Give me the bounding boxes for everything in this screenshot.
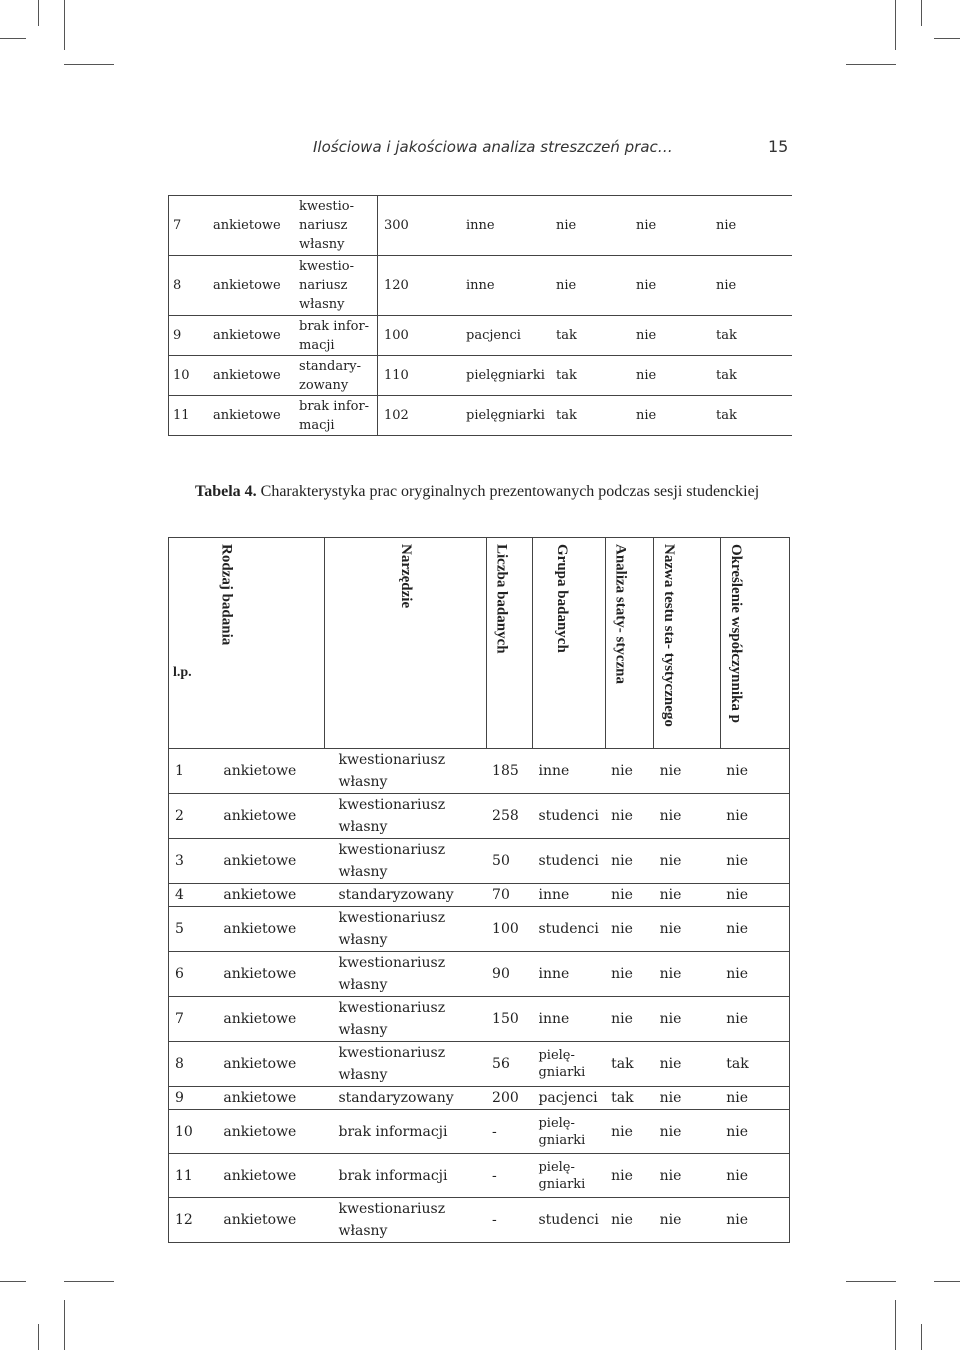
sample-size: 100 [486,907,532,952]
tool-cell [324,794,486,839]
statistical-analysis: tak [556,327,577,343]
study-type: ankietowe [209,396,295,436]
table-header-row [169,538,790,749]
tool-line: własny [338,932,388,948]
p-coefficient: nie [716,277,737,293]
crop-mark [64,0,65,50]
tool-line: własny [299,237,345,252]
study-type: ankietowe [211,794,324,839]
statistical-analysis: nie [605,749,653,794]
table-row [169,749,790,794]
tool-line: kwestionariusz [338,955,446,971]
group-cell [532,749,605,794]
sample-size: 120 [384,277,409,293]
statistical-analysis: tak [556,367,577,383]
study-group: pielęgniarki [466,407,545,423]
p-coefficient: nie [720,839,789,884]
tool-line: własny [338,977,388,993]
study-type: ankietowe [211,884,324,907]
row-number: 3 [169,839,212,884]
data-cell [378,316,793,356]
tool-cell [324,839,486,884]
statistical-analysis: nie [605,1198,653,1243]
tool-line: brak informacji [338,1167,448,1184]
table-row [169,316,793,356]
sample-size: 150 [486,997,532,1042]
row-number: 4 [169,884,212,907]
p-coefficient: nie [720,749,789,794]
group-cell [532,884,605,907]
tool-cell [295,256,378,316]
table-row [169,907,790,952]
header-p: Określenie współczynnika p [727,544,744,723]
statistical-analysis: nie [556,277,577,293]
crop-mark [895,1300,896,1350]
p-coefficient: tak [716,367,737,383]
crop-mark [38,1324,39,1350]
tool-line: własny [338,774,388,790]
tool-cell [295,316,378,356]
study-type: ankietowe [211,1198,324,1243]
tool-line: własny [338,1067,388,1083]
study-type: ankietowe [211,1042,324,1087]
caption-label: Tabela 4. [195,483,257,500]
sample-size: 258 [486,794,532,839]
tool-cell [324,1042,486,1087]
sample-size: - [486,1154,532,1198]
tool-cell [295,396,378,436]
p-coefficient: nie [720,1110,789,1154]
tool-line: zowany [299,377,349,393]
table-caption [195,481,795,503]
statistical-test: nie [654,839,721,884]
statistical-test: nie [636,277,657,293]
tool-cell [295,196,378,256]
tool-line: kwestionariusz [338,910,446,926]
sample-size: 100 [384,327,409,343]
table-row [169,1110,790,1154]
crop-mark [934,38,960,39]
group-line: studenci [538,808,599,824]
study-type: ankietowe [209,256,295,316]
crop-mark [64,64,114,65]
study-type: ankietowe [209,316,295,356]
table-row [169,1042,790,1087]
sample-size: 70 [486,884,532,907]
row-number: 6 [169,952,212,997]
table-row [169,997,790,1042]
crop-mark [0,38,26,39]
statistical-analysis: nie [605,952,653,997]
row-number: 7 [169,196,210,256]
group-line: studenci [538,853,599,869]
crop-mark [921,1324,922,1350]
tool-cell [324,1154,486,1198]
tool-line: macji [299,417,335,433]
tool-cell [324,884,486,907]
crop-mark [846,64,896,65]
table-row [169,1087,790,1110]
row-number: 8 [169,256,210,316]
tool-cell [324,907,486,952]
row-number: 11 [169,1154,212,1198]
statistical-analysis: nie [605,1110,653,1154]
p-coefficient: nie [716,217,737,233]
header-tool: Narzędzie [397,544,414,609]
statistical-analysis: nie [605,884,653,907]
p-coefficient: nie [720,794,789,839]
tool-line: nariusz [299,218,348,233]
crop-mark [64,1281,114,1282]
tool-line: własny [338,1022,388,1038]
group-line: pielę- [538,1115,575,1131]
crop-mark [64,1300,65,1350]
header-group: Grupa badanych [553,544,570,653]
tool-cell [295,356,378,396]
statistical-test: nie [636,407,657,423]
study-type: ankietowe [211,749,324,794]
row-number: 5 [169,907,212,952]
sample-size: 102 [384,407,409,423]
statistical-test: nie [654,1042,721,1087]
p-coefficient: tak [716,327,737,343]
row-number: 10 [169,356,210,396]
table-row [169,1198,790,1243]
group-cell [532,1198,605,1243]
tool-line: kwestionariusz [338,1045,446,1061]
study-type: ankietowe [211,952,324,997]
sample-size: - [486,1110,532,1154]
statistical-analysis: nie [605,1154,653,1198]
tool-line: własny [299,297,345,312]
group-line: inne [538,1011,570,1027]
page-number: 15 [768,137,789,156]
study-group: pielęgniarki [466,367,545,383]
group-cell [532,794,605,839]
data-cell [378,196,793,256]
table-row [169,356,793,396]
table-row [169,839,790,884]
p-coefficient: nie [720,884,789,907]
p-coefficient: nie [720,1198,789,1243]
statistical-analysis: nie [605,794,653,839]
header-lp: l.p. [169,538,212,749]
tool-cell [324,749,486,794]
group-line: pielę- [538,1159,575,1175]
tool-cell [324,997,486,1042]
tool-line: kwestionariusz [338,842,446,858]
crop-mark [38,0,39,26]
tool-line: kwestio- [299,199,354,214]
table-row [169,884,790,907]
crop-mark [846,1281,896,1282]
p-coefficient: tak [716,407,737,423]
statistical-test: nie [654,907,721,952]
row-number: 8 [169,1042,212,1087]
statistical-analysis: nie [605,907,653,952]
statistical-test: nie [654,952,721,997]
study-group: inne [466,217,495,233]
row-number: 7 [169,997,212,1042]
group-cell [532,1087,605,1110]
statistical-test: nie [654,1154,721,1198]
sample-size: 185 [486,749,532,794]
row-number: 11 [169,396,210,436]
statistical-analysis: nie [605,997,653,1042]
statistical-test: nie [636,367,657,383]
study-group: inne [466,277,495,293]
table-row [169,256,793,316]
running-header: Ilościowa i jakościowa analiza streszczeń prac… [313,138,673,156]
group-cell [532,1154,605,1198]
row-number: 10 [169,1110,212,1154]
group-line: inne [538,966,570,982]
tool-line: kwestio- [299,259,354,274]
tool-line: kwestionariusz [338,1201,446,1217]
statistical-test: nie [654,1087,721,1110]
sample-size: - [486,1198,532,1243]
group-cell [532,997,605,1042]
sample-size: 90 [486,952,532,997]
sample-size: 56 [486,1042,532,1087]
group-line: pacjenci [538,1090,598,1106]
row-number: 2 [169,794,212,839]
p-coefficient: nie [720,907,789,952]
group-cell [532,1042,605,1087]
tool-line: brak informacji [338,1123,448,1140]
sample-size: 200 [486,1087,532,1110]
statistical-analysis: nie [556,217,577,233]
tool-line: brak infor- [299,318,370,334]
group-line: inne [538,887,570,903]
statistical-test: nie [654,794,721,839]
crop-mark [0,1281,26,1282]
statistical-test: nie [654,1110,721,1154]
tool-line: własny [338,864,388,880]
header-analysis: Analiza staty- styczna [612,544,629,684]
statistical-test: nie [636,217,657,233]
statistical-analysis: nie [605,839,653,884]
row-number: 1 [169,749,212,794]
p-coefficient: tak [720,1042,789,1087]
tool-line: własny [338,1223,388,1239]
statistical-analysis: tak [605,1042,653,1087]
group-cell [532,1110,605,1154]
sample-size: 300 [384,217,409,233]
tool-line: nariusz [299,278,348,293]
crop-mark [895,0,896,50]
caption-text: Charakterystyka prac oryginalnych prezentowanych podczas sesji studenckiej [260,483,760,500]
study-type: ankietowe [211,1154,324,1198]
data-cell [378,356,793,396]
p-coefficient: nie [720,952,789,997]
p-coefficient: nie [720,1087,789,1110]
p-coefficient: nie [720,997,789,1042]
group-line: pielę- [538,1048,575,1063]
statistical-test: nie [654,1198,721,1243]
study-group: pacjenci [466,327,521,343]
header-type: Rodzaj badania [218,544,235,646]
study-type: ankietowe [211,1110,324,1154]
tool-line: kwestionariusz [338,797,446,813]
group-line: inne [538,763,570,779]
tool-line: własny [338,819,388,835]
data-cell [378,396,793,436]
tool-line: macji [299,337,335,353]
sample-size: 110 [384,367,409,383]
group-cell [532,839,605,884]
row-number: 12 [169,1198,212,1243]
table-row [169,794,790,839]
table-row [169,196,793,256]
tool-cell [324,1087,486,1110]
tool-line: standaryzowany [338,887,454,903]
group-cell [532,952,605,997]
tool-line: kwestionariusz [338,752,446,768]
tool-cell [324,1110,486,1154]
study-type: ankietowe [209,196,295,256]
tool-line: brak infor- [299,398,370,414]
sample-size: 50 [486,839,532,884]
crop-mark [921,0,922,26]
statistical-test: nie [654,749,721,794]
tool-line: standary- [299,358,362,374]
study-type: ankietowe [211,1087,324,1110]
table-row [169,1154,790,1198]
studies-table [168,537,790,1243]
header-n: Liczba badanych [493,544,510,654]
group-line: gniarki [538,1176,586,1192]
study-type: ankietowe [209,356,295,396]
row-number: 9 [169,316,210,356]
tool-cell [324,1198,486,1243]
continued-table [168,195,792,436]
table-row [169,396,793,436]
data-cell [378,256,793,316]
study-type: ankietowe [211,907,324,952]
study-type: ankietowe [211,997,324,1042]
statistical-test: nie [654,884,721,907]
tool-line: standaryzowany [338,1090,454,1106]
header-test: Nazwa testu sta- tystycznego [661,544,678,727]
tool-cell [324,952,486,997]
table-row [169,952,790,997]
group-line: studenci [538,921,599,937]
group-cell [532,907,605,952]
group-line: gniarki [538,1065,586,1080]
statistical-test: nie [636,327,657,343]
group-line: studenci [538,1212,599,1228]
tool-line: kwestionariusz [338,1000,446,1016]
statistical-analysis: tak [556,407,577,423]
group-line: gniarki [538,1132,586,1148]
statistical-analysis: tak [605,1087,653,1110]
p-coefficient: nie [720,1154,789,1198]
row-number: 9 [169,1087,212,1110]
statistical-test: nie [654,997,721,1042]
crop-mark [934,1281,960,1282]
study-type: ankietowe [211,839,324,884]
